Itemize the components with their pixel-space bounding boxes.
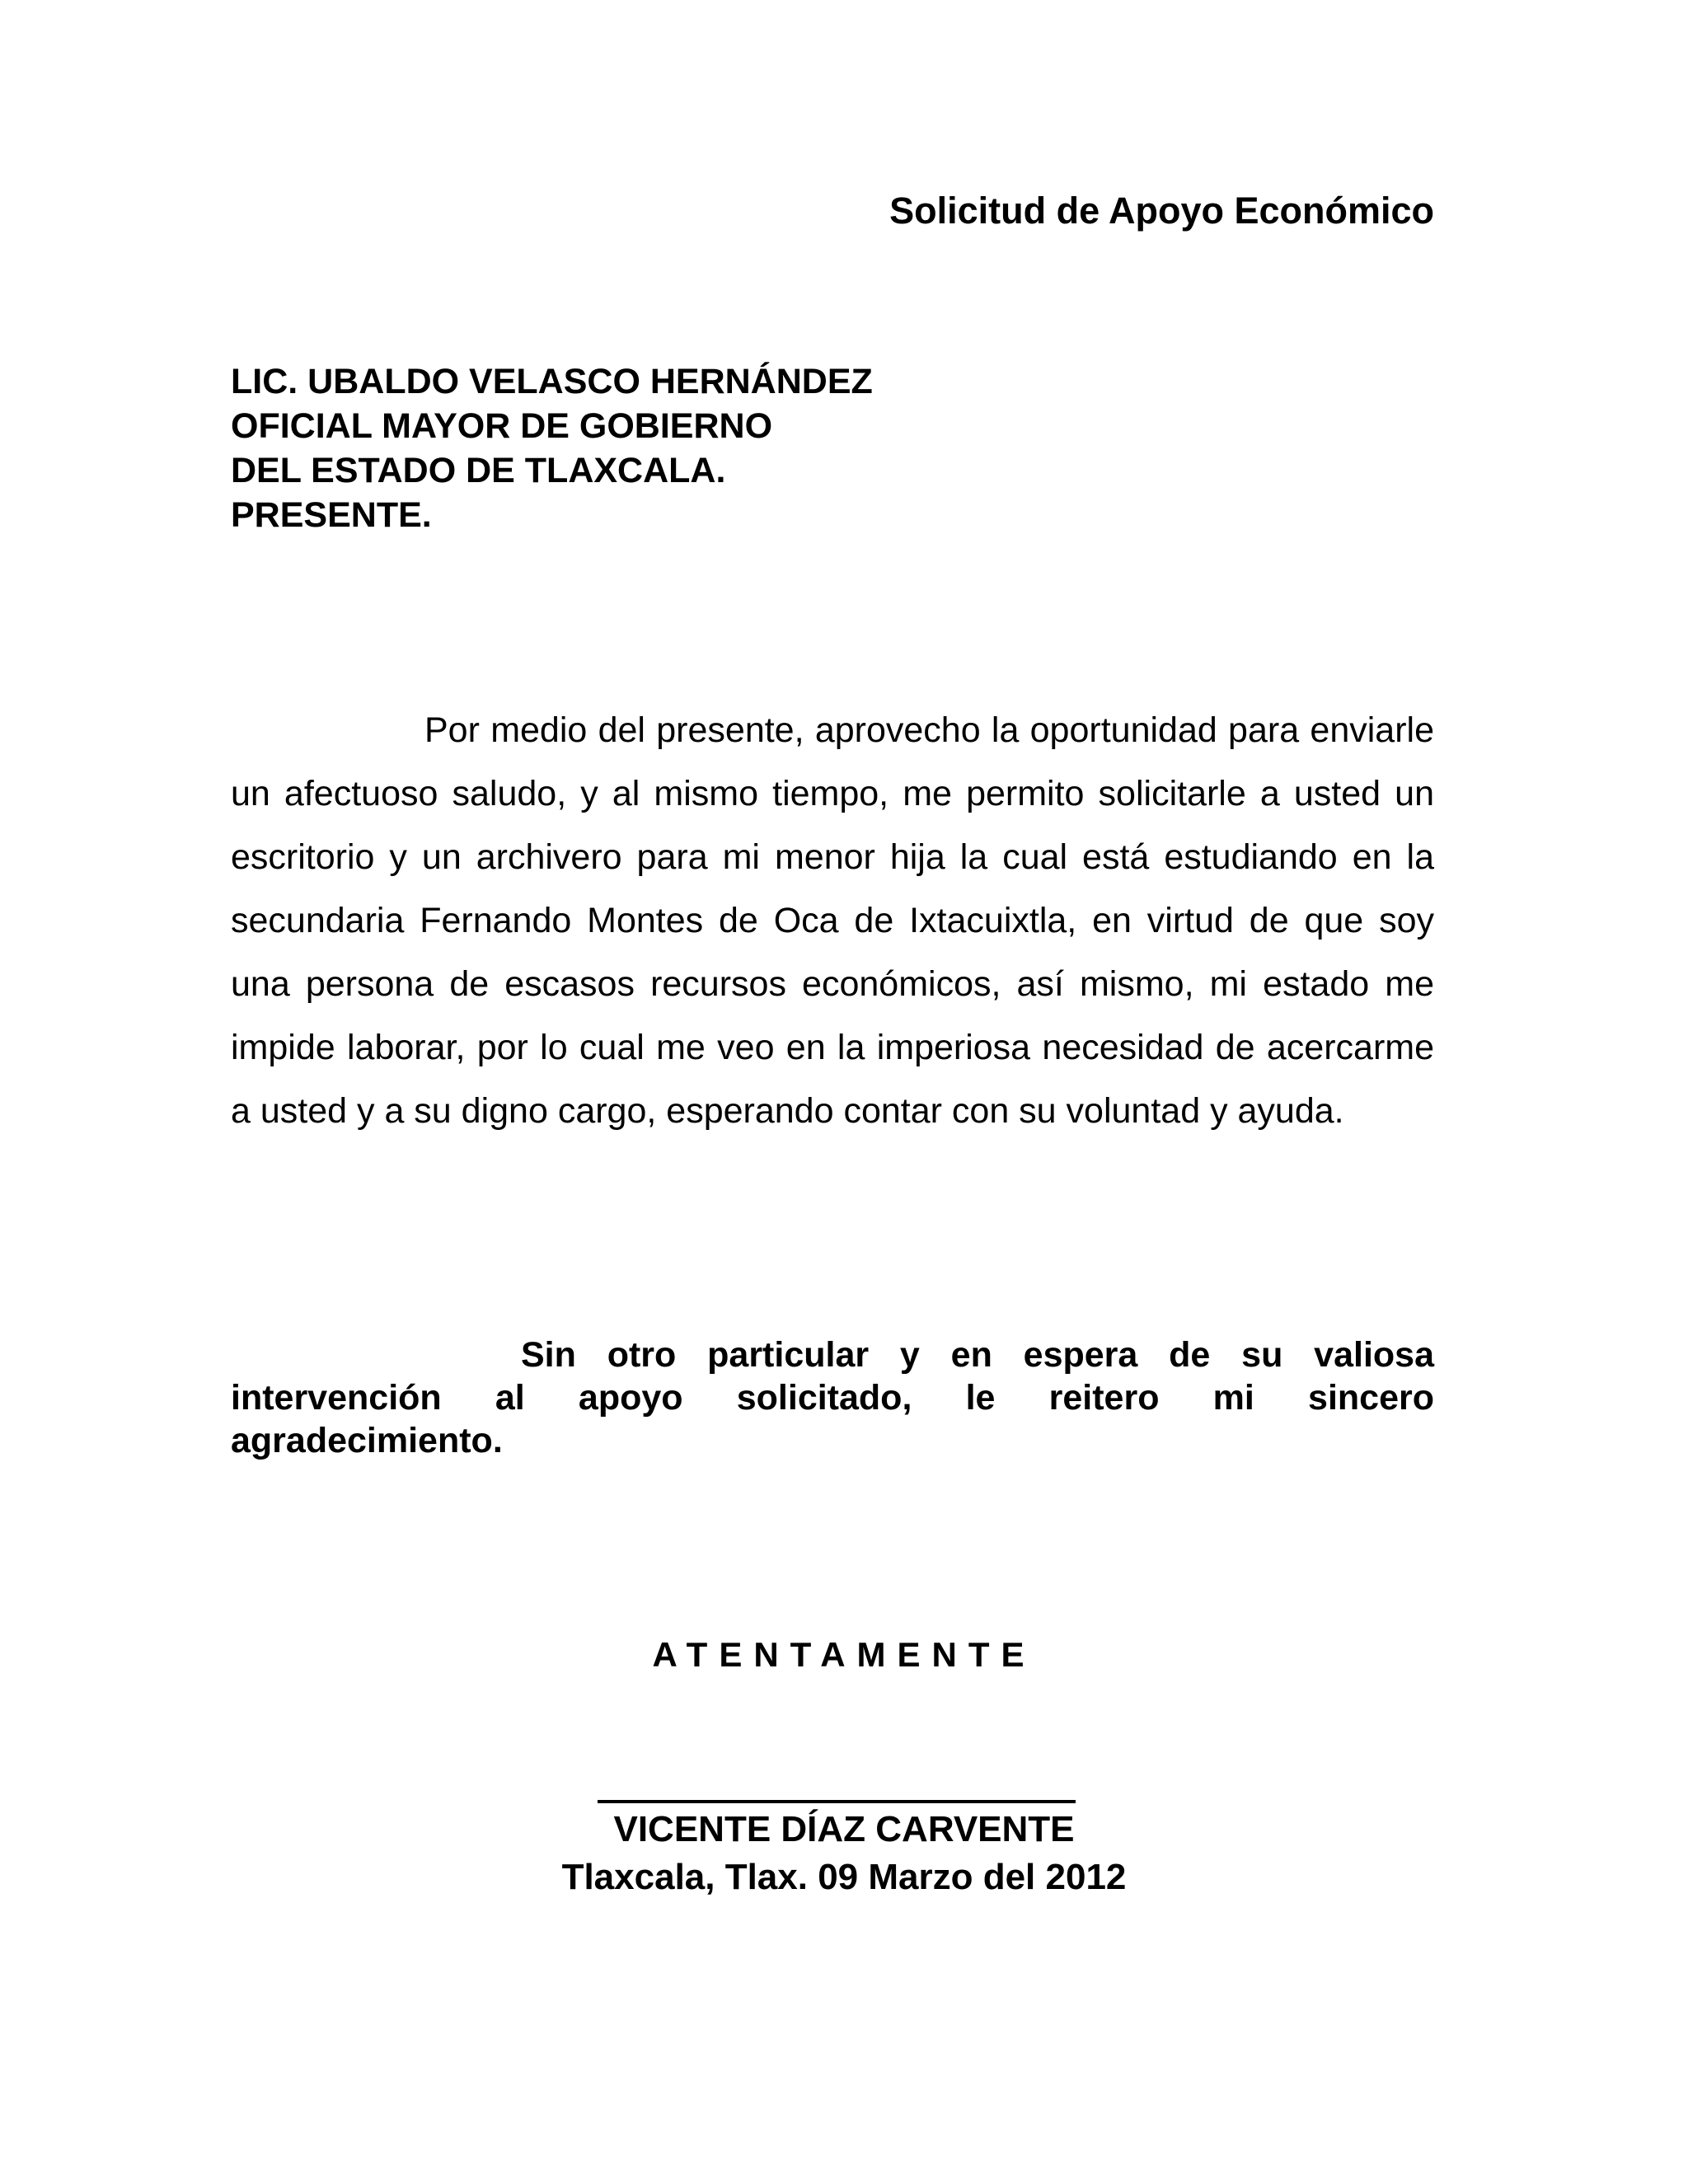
signature-line bbox=[598, 1800, 1076, 1803]
recipient-line: DEL ESTADO DE TLAXCALA. bbox=[231, 451, 726, 490]
place-date: Tlaxcala, Tlax. 09 Marzo del 2012 bbox=[561, 1857, 1127, 1897]
salutation: ATENTAMENTE bbox=[652, 1635, 1036, 1674]
recipient-line: PRESENTE. bbox=[231, 495, 432, 535]
recipient-line: OFICIAL MAYOR DE GOBIERNO bbox=[231, 406, 773, 446]
closing-paragraph: Sin otro particular y en espera de su valiosa intervención al apoyo solicitado, le reitero mi sincero agradecimiento. bbox=[231, 1335, 1434, 1460]
recipient-block bbox=[231, 359, 1434, 537]
body-paragraph: Por medio del presente, aprovecho la oportunidad para enviarle un afectuoso saludo, y al mismo tiempo, me permito solicitarle a usted un escritorio y un archivero para mi menor hija la cual está estudiando en la secundaria Fernando Montes de Oca de Ixtacuixtla, en virtud de que soy una persona de escasos recursos económicos, así mismo, mi estado me impide laborar, por lo cual me veo en la imperiosa necesidad de acercarme a usted y a su digno cargo, esperando contar con su voluntad y ayuda. bbox=[231, 710, 1434, 1131]
signer-name: VICENTE DÍAZ CARVENTE bbox=[613, 1809, 1075, 1849]
document-title: Solicitud de Apoyo Económico bbox=[889, 190, 1434, 232]
recipient-line: LIC. UBALDO VELASCO HERNÁNDEZ bbox=[231, 362, 873, 401]
